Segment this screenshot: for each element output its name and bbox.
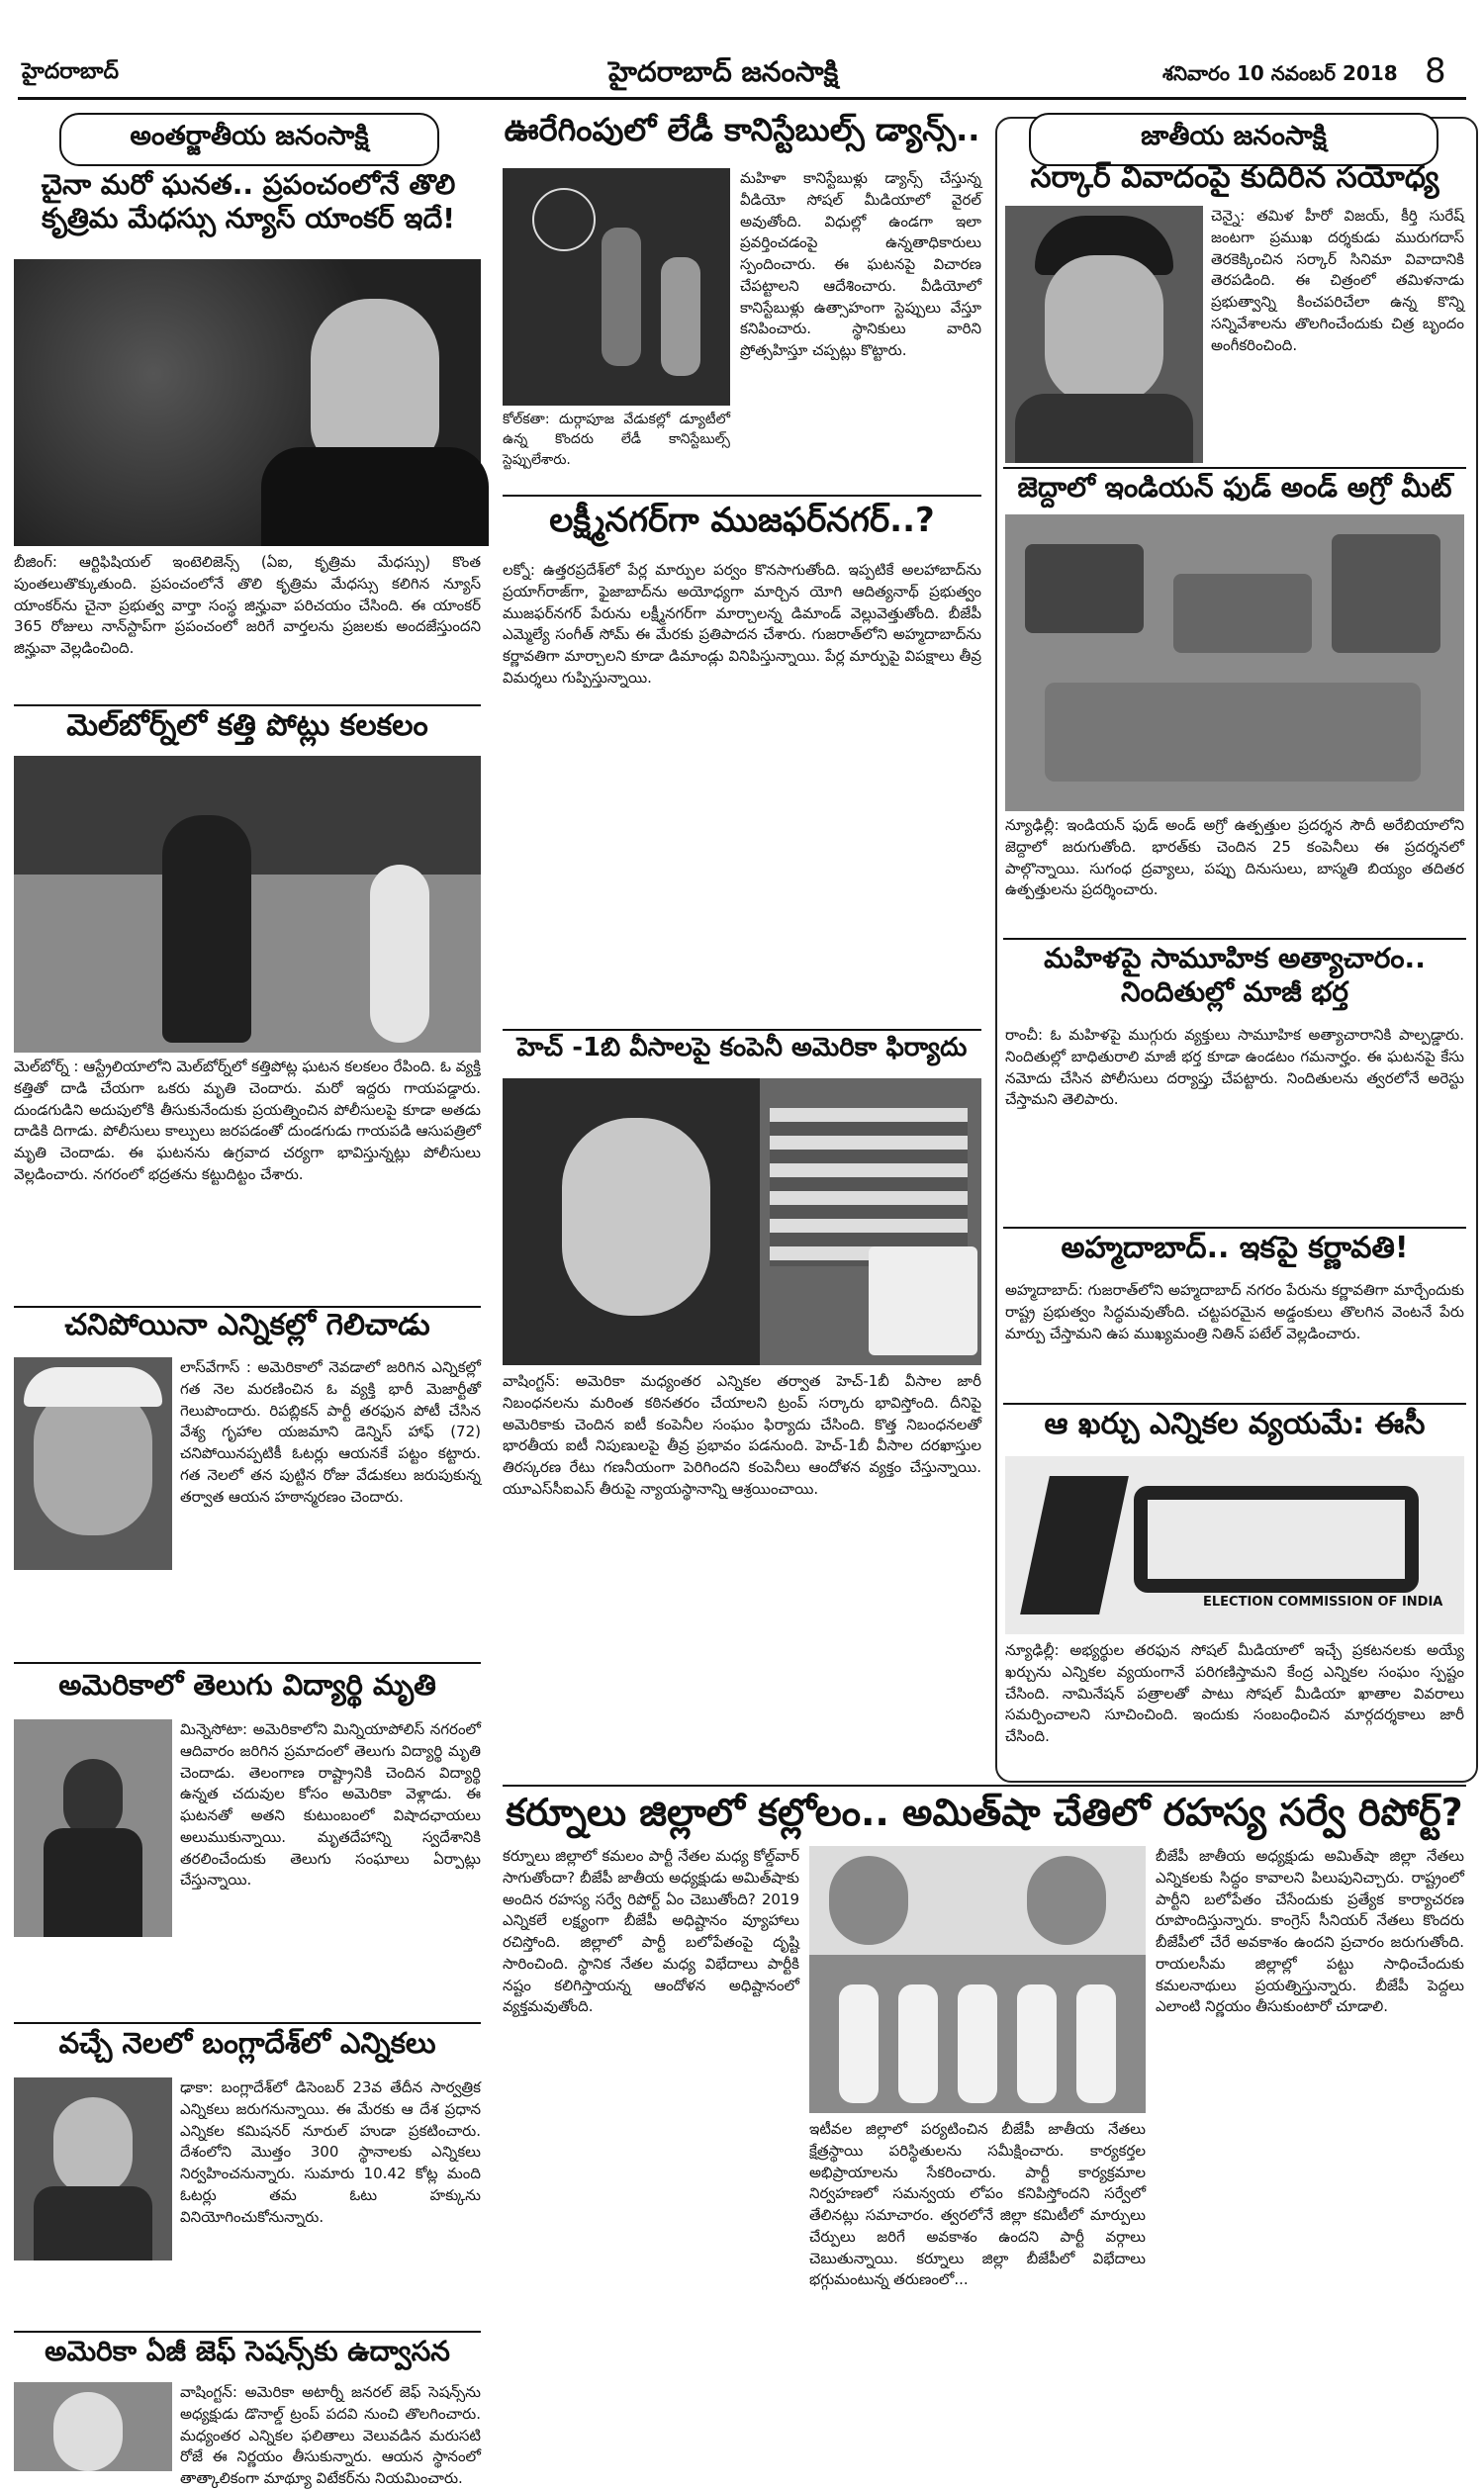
- article-sarkar-body: చెన్నై: తమిళ హీరో విజయ్‌, కీర్తి సురేష్‌ జంటగా ప్రముఖ దర్శకుడు మురుగదాస్‌ తెరకెక్కించిన సర్కార్‌ సినిమా వివాదానికి తెరపడింది. ఈ చిత్రంలో తమిళనాడు ప్రభుత్వాన్ని కించపరిచేలా ఉన్న కొన్ని సన్నివేశాలను తొలగించేందుకు చిత్ర బృందం అంగీకరించింది.: [1211, 207, 1464, 354]
- article-student-body: మిన్నెసోటా: అమెరికాలోని మిన్నియాపోలిస్‌ నగరంలో ఆదివారం జరిగిన ప్రమాదంలో తెలుగు విద్యార్థి మృతి చెందాడు. తెలంగాణ రాష్ట్రానికి చెందిన విద్యార్థి ఉన్నత చదువుల కోసం అమెరికా వెళ్లాడు. ఈ ఘటనతో అతని కుటుంబంలో విషాదఛాయలు అలుముకున్నాయి. మృతదేహాన్ని స్వదేశానికి తరలించేందుకు తెలుగు సంఘాలు ఏర్పాట్లు చేస్తున్నాయి.: [180, 1720, 481, 1890]
- photo-ai-anchor: [14, 259, 481, 546]
- photo-dance: [503, 168, 730, 406]
- caption-dance: కోల్‌కతా: దుర్గాపూజ వేడుకల్లో డ్యూటీలో ఉన్న కొందరు లేడీ కానిస్టేబుల్స్‌ స్టెప్పులేశారు.: [503, 412, 730, 468]
- brand-name: హైదరాబాద్ జనంసాక్షి: [608, 55, 839, 88]
- article-dance-body: మహిళా కానిస్టేబుళ్లు డ్యాన్స్‌ చేస్తున్న వీడియో సోషల్‌ మీడియాలో వైరల్‌ అవుతోంది. విధుల్లో ఉండగా ఇలా ప్రవర్తించడంపై ఉన్నతాధికారులు స్పందించారు. ఈ ఘటనపై విచారణ చేపట్టాలని ఆదేశించారు. వీడియోలో కానిస్టేబుళ్లు ఉత్సాహంగా స్టెప్పులు వేస్తూ కనిపించారు. స్థానికులు వారిని ప్రోత్సహిస్తూ చప్పట్లు కొట్టారు.: [740, 169, 981, 359]
- article-kurnool-body-2: ఇటీవల జిల్లాలో పర్యటించిన బీజేపీ జాతీయ నేతలు క్షేత్రస్థాయి పరిస్థితులను సమీక్షించారు. కార్యకర్తల అభిప్రాయాలను సేకరించారు. పార్టీ కార్యక్రమాల నిర్వహణలో సమన్వయ లోపం కనిపిస్తోందని సర్వేలో తేలినట్లు సమాచారం. త్వరలోనే జిల్లా కమిటీలో మార్పులు చేర్పులు జరిగే అవకాశం ఉందని పార్టీ వర్గాలు చెబుతున్నాయి. కర్నూలు జిల్లా బీజేపీలో విభేదాలు భగ్గుమంటున్న తరుణంలో...: [809, 2120, 1146, 2289]
- headline-telugu-student: అమెరికాలో తెలుగు విద్యార్థి మృతి: [58, 1668, 436, 1702]
- headline-jeddah: జెద్దాలో ఇండియన్‌ ఫుడ్‌ అండ్‌ అగ్రో మీట్‌: [1017, 471, 1452, 504]
- newspaper-brand: [608, 55, 838, 95]
- article-gangrape-body: రాంచీ: ఓ మహిళపై ముగ్గురు వ్యక్తులు సామూహిక అత్యాచారానికి పాల్పడ్డారు. నిందితుల్లో బాధితురాలి మాజీ భర్త కూడా ఉండటం గమనార్హం. ఈ ఘటనపై కేసు నమోదు చేసిన పోలీసులు దర్యాప్తు చేపట్టారు. నిందితులను త్వరలోనే అరెస్టు చేస్తామని తెలిపారు.: [1005, 1026, 1464, 1109]
- headline-bangladesh: వచ్చే నెలలో బంగ్లాదేశ్‌లో ఎన్నికలు: [58, 2026, 436, 2060]
- divider: [1003, 938, 1466, 940]
- article-ec-body: న్యూఢిల్లీ: అభ్యర్థుల తరఫున సోషల్‌ మీడియాలో ఇచ్చే ప్రకటనలకు అయ్యే ఖర్చును ఎన్నికల వ్యయంగానే పరిగణిస్తామని కేంద్ర ఎన్నికల సంఘం స్పష్టం చేసింది. నామినేషన్‌ పత్రాలతో పాటు సోషల్‌ మీడియా ఖాతాల వివరాలు సమర్పించాలని సూచించింది. ఇందుకు సంబంధించిన మార్గదర్శకాలు జారీ చేసింది.: [1005, 1641, 1464, 1745]
- article-melbourne-body: మెల్‌బోర్న్‌ : ఆస్ట్రేలియాలోని మెల్‌బోర్న్‌లో కత్తిపోట్ల ఘటన కలకలం రేపింది. ఓ వ్యక్తి కత్తితో దాడి చేయగా ఒకరు మృతి చెందారు. మరో ఇద్దరు గాయపడ్డారు. దుండగుడిని అదుపులోకి తీసుకునేందుకు ప్రయత్నించిన పోలీసులపై కూడా అతడు దాడికి దిగాడు. పోలీసులు కాల్పులు జరపడంతో దుండగుడు గాయపడి ఆసుపత్రిలో మృతి చెందాడు. ఈ ఘటనను ఉగ్రవాద చర్యగా భావిస్తున్నట్లు పోలీసులు వెల్లడించారు. నగరంలో భద్రతను కట్టుదిట్టం చేశారు.: [14, 1058, 481, 1183]
- photo-melbourne: [14, 756, 481, 1053]
- headline-dance: ఊరేగింపులో లేడీ కానిస్టేబుల్స్‌ డ్యాన్స్‌..: [504, 111, 980, 148]
- headline-karnavati: అహ్మదాబాద్‌.. ఇకపై కర్ణావతి!: [1061, 1231, 1409, 1265]
- photo-huda: [14, 2077, 172, 2260]
- headline-melbourne: మెల్‌బోర్న్‌లో కత్తి పోట్లు కలకలం: [66, 708, 428, 743]
- divider: [14, 704, 481, 706]
- article-ai-anchor-body: బీజింగ్‌: ఆర్టిఫిషియల్‌ ఇంటెలిజెన్స్‌ (ఏఐ, కృత్రిమ మేధస్సు) కొంత పుంతలుతొక్కుతుంది. ప్రపంచంలోనే తొలి కృత్రిమ మేధస్సు కలిగిన న్యూస్‌ యాంకర్‌ను చైనా ప్రభుత్వ వార్తా సంస్థ జిన్హువా పరిచయం చేసింది. ఈ యాంకర్‌ 365 రోజులు నాన్‌స్టాప్‌గా ప్రపంచంలో జరిగే వార్తలను ప్రజలకు అందజేస్తుందని జిన్హువా వెల్లడించింది.: [14, 553, 481, 657]
- divider: [1003, 1403, 1466, 1405]
- photo-ec-logo: [1005, 1456, 1464, 1634]
- photo-student: [14, 1719, 172, 1937]
- photo-bjp-leaders: [809, 1846, 1146, 2113]
- photo-trump-flag: [503, 1078, 981, 1365]
- photo-vijay: [1005, 206, 1203, 463]
- article-karnavati-body: అహ్మదాబాద్‌: గుజరాత్‌లోని అహ్మదాబాద్‌ నగరం పేరును కర్ణావతిగా మార్చేందుకు రాష్ట్ర ప్రభుత్వం సిద్ధమవుతోంది. చట్టపరమైన అడ్డంకులు తొలగిన వెంటనే పేరు మార్పు చేస్తామని ఉప ముఖ్యమంత్రి నితిన్‌ పటేల్‌ వెల్లడించారు.: [1005, 1281, 1464, 1342]
- article-kurnool-body-3: బీజేపీ జాతీయ అధ్యక్షుడు అమిత్‌షా జిల్లా నేతలు ఎన్నికలకు సిద్ధం కావాలని పిలుపునిచ్చారు. రాష్ట్రంలో పార్టీని బలోపేతం చేసేందుకు ప్రత్యేక కార్యాచరణ రూపొందిస్తున్నారు. కాంగ్రెస్‌ సీనియర్‌ నేతలు కొందరు బీజేపీలో చేరే అవకాశం ఉందని ప్రచారం జరుగుతోంది. రాయలసీమ జిల్లాల్లో పట్టు సాధించేందుకు కమలనాథులు ప్రయత్నిస్తున్నారు. బీజేపీ పెద్దలు ఎలాంటి నిర్ణయం తీసుకుంటారో చూడాలి.: [1156, 1847, 1464, 2016]
- article-sessions-body: వాషింగ్టన్‌: అమెరికా అటార్నీ జనరల్‌ జెఫ్‌ సెషన్స్‌ను అధ్యక్షుడు డొనాల్డ్‌ ట్రంప్‌ పదవి నుంచి తొలగించారు. మధ్యంతర ఎన్నికల ఫలితాలు వెలువడిన మరుసటి రోజే ఈ నిర్ణయం తీసుకున్నారు. ఆయన స్థానంలో తాత్కాలికంగా మాథ్యూ విటేకర్‌ను నియమించారు.: [180, 2383, 481, 2487]
- headline-ec: ఆ ఖర్చు ఎన్నికల వ్యయమే: ఈసీ: [1044, 1407, 1426, 1441]
- headline-sarkar: సర్కార్‌ వివాదంపై కుదిరిన సయోధ్య: [1030, 160, 1439, 195]
- divider: [503, 1785, 1466, 1787]
- headline-ai-anchor: చైనా మరో ఘనత.. ప్రపంచంలోనే తొలి కృత్రిమ మేధస్సు న్యూస్‌ యాంకర్‌ ఇదే!: [41, 168, 456, 234]
- divider: [503, 495, 981, 497]
- headline-h1b: హెచ్‌ -1బి వీసాలపై కంపెనీ అమెరికా ఫిర్యాదు: [516, 1033, 968, 1062]
- article-lakshminagar-body: లక్నో: ఉత్తరప్రదేశ్‌లో పేర్ల మార్పుల పర్వం కొనసాగుతోంది. ఇప్పటికే అలహాబాద్‌ను ప్రయాగ్‌రాజ్‌గా, ఫైజాబాద్‌ను అయోధ్యగా మార్చిన యోగి ఆదిత్యనాథ్‌ ప్రభుత్వం ముజఫర్‌నగర్‌ పేరును లక్ష్మీనగర్‌గా మార్చాలన్న డిమాండ్‌ వెల్లువెత్తుతోంది. బీజేపీ ఎమ్మెల్యే సంగీత్‌ సోమ్‌ ఈ మేరకు ప్రతిపాదన చేశారు. గుజరాత్‌లోని అహ్మదాబాద్‌ను కర్ణావతిగా మార్చాలని కూడా డిమాండ్లు వినిపిస్తున్నాయి. పేర్ల మార్పుపై విపక్షాలు తీవ్ర విమర్శలు గుప్పిస్తున్నాయి.: [503, 561, 981, 687]
- ec-image-text: ELECTION COMMISSION OF INDIA: [1203, 1595, 1443, 1610]
- photo-food-expo: [1005, 514, 1464, 811]
- article-won-body: లాస్‌వేగాస్‌ : అమెరికాలో నెవడాలో జరిగిన ఎన్నికల్లో గత నెల మరణించిన ఓ వ్యక్తి భారీ మెజార్టీతో గెలుపొందారు. రిపబ్లికన్‌ పార్టీ తరఫున పోటీ చేసిన వేశ్య గృహాల యజమాని డెన్నిస్‌ హాఫ్‌ (72) చనిపోయినప్పటికీ ఓటర్లు ఆయనకే పట్టం కట్టారు. గత నెలలో తన పుట్టిన రోజు వేడుకలు జరుపుకున్న తర్వాత ఆయన హఠాన్మరణం చెందారు.: [180, 1358, 481, 1506]
- article-h1b-body: వాషింగ్టన్‌: అమెరికా మధ్యంతర ఎన్నికల తర్వాత హెచ్‌-1బీ వీసాల జారీ నిబంధనలను మరింత కఠినతరం చేయాలని ట్రంప్‌ సర్కారు భావిస్తోంది. దీనిపై అమెరికాకు చెందిన ఐటీ కంపెనీల సంఘం ఫిర్యాదు చేసింది. కొత్త నిబంధనలతో భారతీయ ఐటీ నిపుణులపై తీవ్ర ప్రభావం పడనుంది. హెచ్‌-1బీ వీసాల దరఖాస్తుల తిరస్కరణ రేటు గణనీయంగా పెరిగిందని కంపెనీలు ఆందోళన వ్యక్తం చేస్తున్నాయి. యూఎస్‌సీఐఎస్‌ తీరుపై న్యాయస్థానాన్ని ఆశ్రయించాయి.: [503, 1372, 981, 1498]
- divider: [1003, 1227, 1466, 1229]
- article-jeddah-body: న్యూఢిల్లీ: ఇండియన్‌ ఫుడ్‌ అండ్‌ అగ్రో ఉత్పత్తుల ప్రదర్శన సౌదీ అరేబియాలోని జెద్దాలో జరుగుతోంది. భారత్‌కు చెందిన 25 కంపెనీలు ఈ ప్రదర్శనలో పాల్గొన్నాయి. సుగంధ ద్రవ్యాలు, పప్పు దినుసులు, బాస్మతి బియ్యం తదితర ఉత్పత్తులను ప్రదర్శించారు.: [1005, 816, 1464, 899]
- divider: [14, 2331, 481, 2333]
- divider: [1003, 467, 1466, 469]
- photo-sessions: [14, 2382, 172, 2471]
- page-number: 8: [1425, 51, 1446, 91]
- headline-sessions: అమెరికా ఏజీ జెఫ్‌ సెషన్స్‌కు ఉద్వాసన: [45, 2335, 450, 2367]
- divider: [14, 1662, 481, 1664]
- section-national: జాతీయ జనంసాక్షి: [1029, 113, 1438, 166]
- article-kurnool-body-1: కర్నూలు జిల్లాలో కమలం పార్టీ నేతల మధ్య కోల్డ్‌వార్‌ సాగుతోందా? బీజేపీ జాతీయ అధ్యక్షుడు అమిత్‌షాకు అందిన రహస్య సర్వే రిపోర్ట్‌ ఏం చెబుతోంది? 2019 ఎన్నికలే లక్ష్యంగా బీజేపీ అధిష్టానం వ్యూహాలు రచిస్తోంది. జిల్లాలో పార్టీ బలోపేతంపై దృష్టి సారించింది. స్థానిక నేతల మధ్య విభేదాలు పార్టీకి నష్టం కలిగిస్తాయన్న ఆందోళన అధిష్టానంలో వ్యక్తమవుతోంది.: [503, 1847, 799, 2016]
- headline-won-after-death: చనిపోయినా ఎన్నికల్లో గెలిచాడు: [64, 1308, 430, 1342]
- divider: [14, 2022, 481, 2024]
- section-international: అంతర్జాతీయ జనంసాక్షి: [59, 113, 439, 166]
- divider: [503, 1029, 981, 1031]
- headline-kurnool: కర్నూలు జిల్లాలో కల్లోలం.. అమిత్‌షా చేతిలో రహస్య సర్వే రిపోర్ట్‌?: [506, 1791, 1463, 1834]
- header-date: శనివారం 10 నవంబర్ 2018: [1162, 61, 1398, 85]
- masthead-divider: [18, 97, 1466, 100]
- headline-gangrape: మహిళపై సామూహిక అత్యాచారం.. నిందితుల్లో మాజీ భర్త: [1044, 942, 1426, 1008]
- header-city: హైదరాబాద్: [22, 59, 119, 84]
- article-bangladesh-body: ఢాకా: బంగ్లాదేశ్‌లో డిసెంబర్‌ 23వ తేదీన సార్వత్రిక ఎన్నికలు జరుగనున్నాయి. ఈ మేరకు ఆ దేశ ప్రధాన ఎన్నికల కమిషనర్‌ నూరుల్‌ హుడా ప్రకటించారు. దేశంలోని మొత్తం 300 స్థానాలకు ఎన్నికలు నిర్వహించనున్నారు. సుమారు 10.42 కోట్ల మంది ఓటర్లు తమ ఓటు హక్కును వినియోగించుకోనున్నారు.: [180, 2078, 481, 2226]
- photo-dennis-hof: [14, 1357, 172, 1570]
- headline-lakshminagar: లక్ష్మీనగర్‌గా ముజఫర్‌నగర్‌..?: [549, 501, 935, 540]
